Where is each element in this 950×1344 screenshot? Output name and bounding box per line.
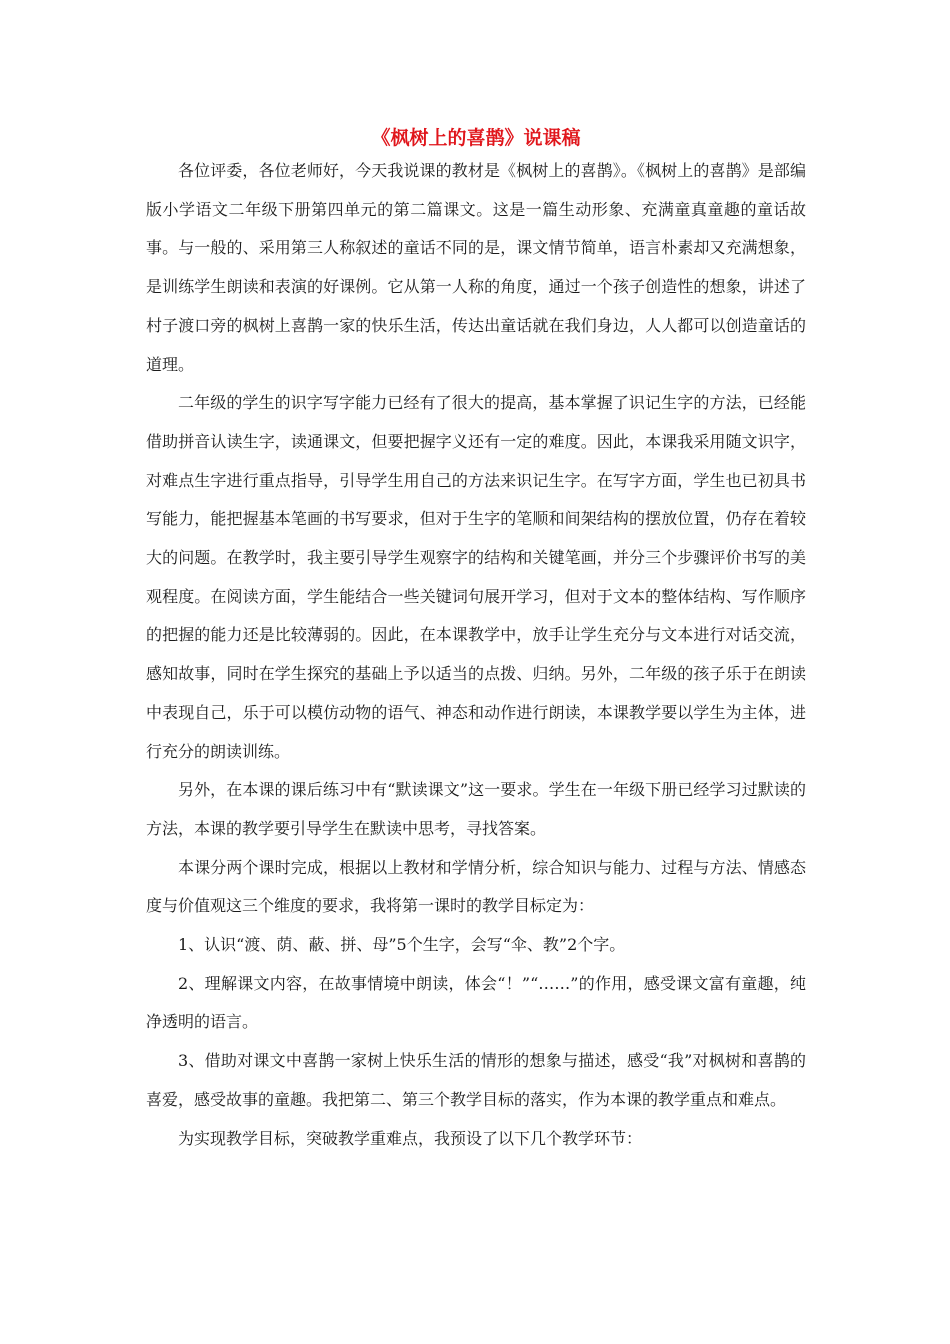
paragraph-objective-1: 1、认识“渡、荫、蔽、拼、母”5个生字，会写“伞、教”2个字。 — [178, 935, 626, 955]
paragraph-objectives-intro: 本课分两个课时完成，根据以上教材和学情分析，综合知识与能力、过程与方法、情感态度与价值观这三个维度的要求，我将第一课时的教学目标定为： — [146, 857, 806, 916]
paragraph-silent-reading: 另外，在本课的课后练习中有“默读课文”这一要求。学生在一年级下册已经学习过默读的方法，本课的教学要引导学生在默读中思考，寻找答案。 — [146, 780, 806, 838]
paragraph-objective-3: 3、借助对课文中喜鹊一家树上快乐生活的情形的想象与描述，感受“我”对枫树和喜鹊的喜爱，感受故事的童趣。我把第二、第三个教学目标的落实，作为本课的教学重点和难点。 — [146, 1051, 806, 1109]
document-body — [146, 124, 806, 1158]
paragraph-objective-2: 2、理解课文内容，在故事情境中朗读，体会“！”“……”的作用，感受课文富有童趣，纯净透明的语言。 — [146, 973, 806, 1032]
document-title: 《枫树上的喜鹊》说课稿 — [371, 127, 581, 149]
paragraph-teaching-steps: 为实现教学目标，突破教学重难点，我预设了以下几个教学环节： — [178, 1128, 643, 1148]
paragraph-student-analysis: 二年级的学生的识字写字能力已经有了很大的提高，基本掌握了识记生字的方法，已经能借助拼音认读生字，读通课文，但要把握字义还有一定的难度。因此，本课我采用随文识字，对难点生字进行重点指导，引导学生用自己的方法来识记生字。在写字方面，学生也已初具书写能力，能把握基本笔画的书写要求，但对于生字的笔顺和间架结构的摆放位置，仍存在着较大的问题。在教学时，我主要引导学生观察字的结构和关键笔画，并分三个步骤评价书写的美观程度。在阅读方面，学生能结合一些关键词句展开学习，但对于文本的整体结构、写作顺序的把握的能力还是比较薄弱的。因此，在本课教学中，放手让学生充分与文本进行对话交流，感知故事，同时在学生探究的基础上予以适当的点拨、归纳。另外，二年级的孩子乐于在朗读中表现自己，乐于可以模仿动物的语气、神态和动作进行朗读，本课教学要以学生为主体，进行充分的朗读训练。 — [146, 393, 806, 761]
paragraph-intro: 各位评委，各位老师好，今天我说课的教材是《枫树上的喜鹊》。《枫树上的喜鹊》是部编版小学语文二年级下册第四单元的第二篇课文。这是一篇生动形象、充满童真童趣的童话故事。与一般的、采用第三人称叙述的童话不同的是，课文情节简单，语言朴素却又充满想象，是训练学生朗读和表演的好课例。它从第一人称的角度，通过一个孩子创造性的想象，讲述了村子渡口旁的枫树上喜鹊一家的快乐生活，传达出童话就在我们身边，人人都可以创造童话的道理。 — [146, 161, 806, 374]
